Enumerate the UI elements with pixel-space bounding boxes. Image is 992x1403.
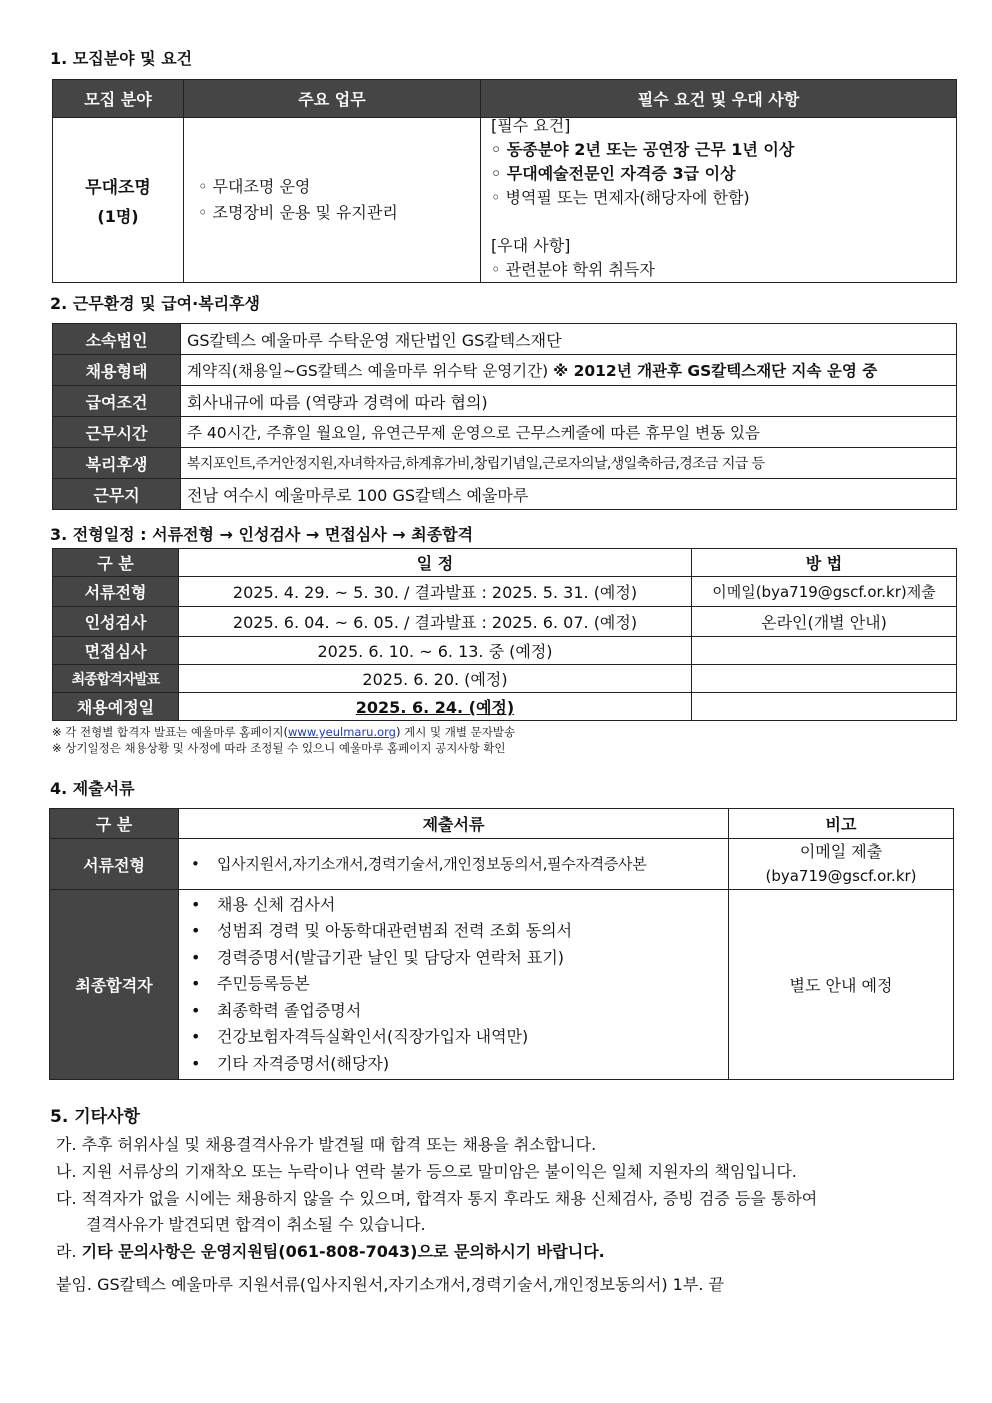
etc-item: 가. 추후 허위사실 및 채용결격사유가 발견될 때 합격 또는 채용을 취소합니다. (56, 1135, 597, 1154)
employment-type-note: ※ 2012년 개관후 GS칼텍스재단 지속 운영 중 (553, 362, 878, 380)
stage-label: 인성검사 (53, 607, 179, 637)
inquiry-text: 기타 문의사항은 운영지원팀(061-808-7043)으로 문의하시기 바랍니다. (81, 1242, 605, 1261)
document-item: • 기타 자격증명서(해당자) (191, 1051, 722, 1078)
conditions-table (52, 323, 957, 510)
row-label: 근무시간 (53, 417, 181, 448)
row-value: 전남 여수시 예울마루로 100 GS칼텍스 예울마루 (181, 479, 957, 510)
etc-item: 다. 적격자가 없을 시에는 채용하지 않을 수 있으며, 합격자 통지 후라도 채용 신체검사, 증빙 검증 등을 통하여 (56, 1189, 818, 1208)
row-value: 회사내규에 따름 (역량과 경력에 따라 협의) (181, 386, 957, 417)
row-label: 급여조건 (53, 386, 181, 417)
required-item: ◦ 병역필 또는 면제자(해당자에 한함) (491, 186, 950, 210)
row-value: GS칼텍스 예울마루 수탁운영 재단법인 GS칼텍스재단 (181, 324, 957, 355)
etc-item: 라. 기타 문의사항은 운영지원팀(061-808-7043)으로 문의하시기 바랍니다. (56, 1242, 605, 1261)
etc-item: 나. 지원 서류상의 기재착오 또는 누락이나 연락 불가 등으로 말미암은 불이익은 일체 지원자의 책임입니다. (56, 1162, 797, 1181)
documents-cell (179, 839, 729, 890)
section-4-title: 4. 제출서류 (50, 779, 135, 798)
stage-label: 서류전형 (50, 839, 179, 890)
note-cell: 별도 안내 예정 (729, 890, 954, 1080)
header-method: 방 법 (692, 549, 957, 577)
field-name: 무대조명 (85, 178, 151, 198)
row-value: 주 40시간, 주휴일 월요일, 유연근무제 운영으로 근무스케줄에 따른 휴무일 변동 있음 (181, 417, 957, 448)
documents-cell (179, 890, 729, 1080)
stage-method: 이메일(bya719@gscf.or.kr)제출 (692, 577, 957, 607)
row-label: 소속법인 (53, 324, 181, 355)
row-label: 채용형태 (53, 355, 181, 386)
document-item: • 채용 신체 검사서 (191, 892, 722, 919)
requirements-cell (481, 118, 957, 283)
field-count: (1명) (97, 207, 139, 226)
header-stage: 구 분 (50, 809, 179, 839)
stage-schedule: 2025. 6. 10. ~ 6. 13. 중 (예정) (179, 637, 692, 665)
section-2-title: 2. 근무환경 및 급여·복리후생 (50, 294, 261, 313)
row-value: 복지포인트,주거안정지원,자녀학자금,하계휴가비,창립기념일,근로자의날,생일축하금,경조금 지급 등 (181, 448, 957, 479)
stage-label: 서류전형 (53, 577, 179, 607)
schedule-table (52, 548, 957, 721)
stage-label: 채용예정일 (53, 693, 179, 721)
stage-schedule: 2025. 6. 04. ~ 6. 05. / 결과발표 : 2025. 6. 07. (예정) (179, 607, 692, 637)
document-item: • 경력증명서(발급기관 날인 및 담당자 연락처 표기) (191, 945, 722, 972)
recruit-table (52, 79, 957, 283)
homepage-link[interactable]: www.yeulmaru.org (288, 725, 396, 739)
documents-table (49, 808, 954, 1080)
duty-item: ◦ 조명장비 운용 및 유지관리 (198, 200, 474, 226)
stage-label: 최종합격자발표 (53, 665, 179, 693)
header-requirements: 필수 요건 및 우대 사항 (481, 80, 957, 118)
section-3-title: 3. 전형일정 : 서류전형 → 인성검사 → 면접심사 → 최종합격 (50, 525, 474, 544)
row-label: 근무지 (53, 479, 181, 510)
stage-method: 온라인(개별 안내) (692, 607, 957, 637)
stage-method (692, 665, 957, 693)
document-item: • 건강보험자격득실확인서(직장가입자 내역만) (191, 1024, 722, 1051)
email-submit-label: 이메일 제출 (799, 842, 883, 861)
header-note: 비고 (729, 809, 954, 839)
stage-method (692, 693, 957, 721)
stage-schedule: 2025. 6. 24. (예정) (179, 693, 692, 721)
section-1-title: 1. 모집분야 및 요건 (50, 49, 193, 68)
required-item: ◦ 무대예술전문인 자격증 3급 이상 (491, 162, 950, 186)
required-label: [필수 요건] (491, 116, 571, 135)
header-schedule: 일 정 (179, 549, 692, 577)
email-address: (bya719@gscf.or.kr) (765, 867, 917, 885)
duty-item: ◦ 무대조명 운영 (198, 174, 474, 200)
employment-type-text: 계약직(채용일~GS칼텍스 예울마루 위수탁 운영기간) (187, 362, 554, 380)
stage-method (692, 637, 957, 665)
section-5-title: 5. 기타사항 (50, 1107, 140, 1127)
document-item: • 주민등록등본 (191, 971, 722, 998)
schedule-note-2: ※ 상기일정은 채용상황 및 사정에 따라 조정될 수 있으니 예울마루 홈페이지 공지사항 확인 (52, 741, 506, 755)
duties-cell (184, 118, 481, 283)
stage-label: 면접심사 (53, 637, 179, 665)
preferred-label: [우대 사항] (491, 236, 571, 255)
document-item: • 성범죄 경력 및 아동학대관련범죄 전력 조회 동의서 (191, 918, 722, 945)
stage-label: 최종합격자 (50, 890, 179, 1080)
schedule-note-1: ※ 각 전형별 합격자 발표는 예울마루 홈페이지(www.yeulmaru.org) 게시 및 개별 문자발송 (52, 725, 516, 739)
note-cell (729, 839, 954, 890)
preferred-item: ◦ 관련분야 학위 취득자 (491, 258, 950, 282)
field-cell (53, 118, 184, 283)
header-duties: 주요 업무 (184, 80, 481, 118)
required-item: ◦ 동종분야 2년 또는 공연장 근무 1년 이상 (491, 138, 950, 162)
document-item: • 입사지원서,자기소개서,경력기술서,개인정보동의서,필수자격증사본 (191, 851, 722, 878)
header-field: 모집 분야 (53, 80, 184, 118)
etc-item-continued: 결격사유가 발견되면 합격이 취소될 수 있습니다. (86, 1215, 426, 1234)
header-stage: 구 분 (53, 549, 179, 577)
header-documents: 제출서류 (179, 809, 729, 839)
stage-schedule: 2025. 6. 20. (예정) (179, 665, 692, 693)
stage-schedule: 2025. 4. 29. ~ 5. 30. / 결과발표 : 2025. 5. 31. (예정) (179, 577, 692, 607)
row-value (181, 355, 957, 386)
attachment-line: 붙임. GS칼텍스 예울마루 지원서류(입사지원서,자기소개서,경력기술서,개인정보동의서) 1부. 끝 (56, 1275, 724, 1294)
row-label: 복리후생 (53, 448, 181, 479)
document-item: • 최종학력 졸업증명서 (191, 998, 722, 1025)
